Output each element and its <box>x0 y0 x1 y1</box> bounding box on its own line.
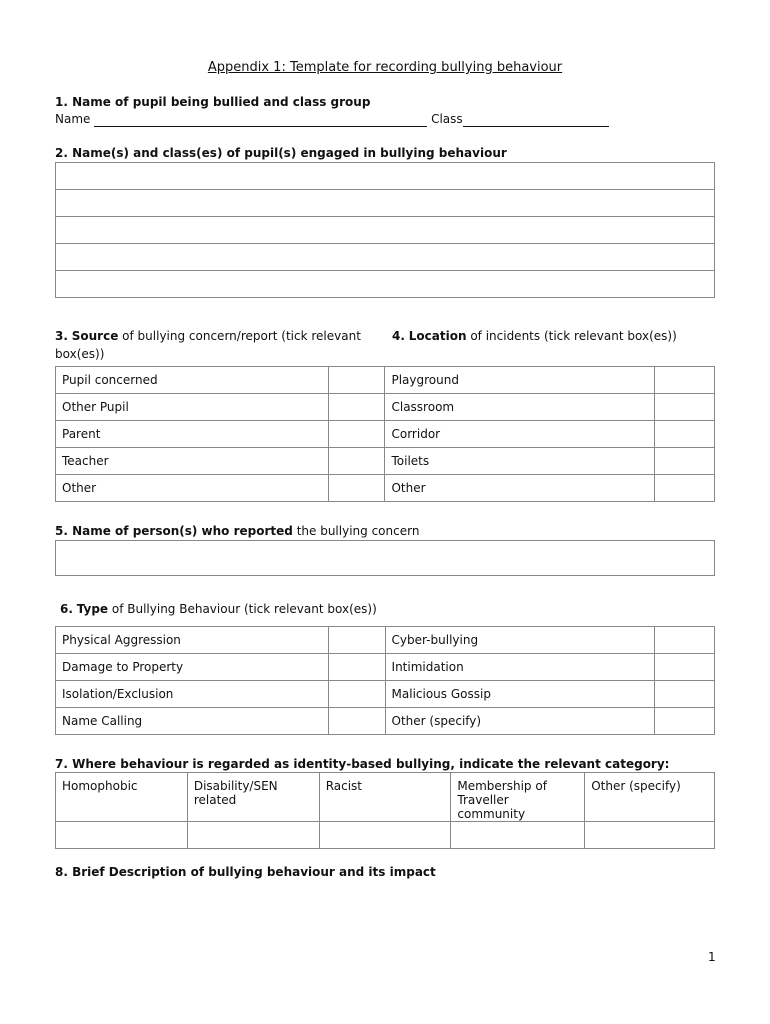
type-checkbox[interactable] <box>328 654 385 681</box>
category-checkbox[interactable] <box>585 822 715 849</box>
reporter-table <box>55 540 715 576</box>
location-checkbox[interactable] <box>655 367 715 394</box>
location-checkbox[interactable] <box>655 448 715 475</box>
name-field[interactable] <box>94 112 427 127</box>
table-row <box>56 708 715 735</box>
reporter-field[interactable] <box>56 541 715 576</box>
table-row <box>56 421 715 448</box>
identity-category-table <box>55 772 715 849</box>
section-7-heading: 7. Where behaviour is regarded as identity-based bullying, indicate the relevant category: <box>55 757 670 771</box>
type-label: Isolation/Exclusion <box>56 681 329 708</box>
table-row <box>56 475 715 502</box>
section-4-number: 4. <box>392 329 405 343</box>
table-row <box>56 822 715 849</box>
type-checkbox[interactable] <box>655 654 715 681</box>
section-5-keyword: 5. Name of person(s) who reported <box>55 524 293 538</box>
category-header: Disability/SEN related <box>187 773 319 822</box>
category-header: Membership of Traveller community <box>451 773 585 822</box>
location-label: Playground <box>385 367 655 394</box>
type-label: Other (specify) <box>385 708 655 735</box>
source-checkbox[interactable] <box>328 475 385 502</box>
section-1-heading: 1. Name of pupil being bullied and class group <box>55 95 371 109</box>
section-3-heading <box>55 327 385 363</box>
category-header: Racist <box>319 773 451 822</box>
table-row <box>56 627 715 654</box>
section-6-heading <box>60 602 377 616</box>
location-checkbox[interactable] <box>655 475 715 502</box>
location-checkbox[interactable] <box>655 394 715 421</box>
category-checkbox[interactable] <box>451 822 585 849</box>
source-location-table <box>55 366 715 502</box>
section-3-keyword: Source <box>71 329 119 343</box>
source-label: Other <box>56 475 329 502</box>
type-label: Physical Aggression <box>56 627 329 654</box>
type-checkbox[interactable] <box>655 681 715 708</box>
table-row <box>56 654 715 681</box>
section-3-number: 3. <box>55 329 68 343</box>
category-checkbox[interactable] <box>187 822 319 849</box>
source-label: Teacher <box>56 448 329 475</box>
section-4-keyword: Location <box>408 329 467 343</box>
type-checkbox[interactable] <box>328 627 385 654</box>
table-row <box>56 367 715 394</box>
source-checkbox[interactable] <box>328 421 385 448</box>
section-2-heading: 2. Name(s) and class(es) of pupil(s) engaged in bullying behaviour <box>55 146 507 160</box>
table-row <box>56 681 715 708</box>
section-4-heading <box>392 327 722 345</box>
bullies-row[interactable] <box>56 217 715 244</box>
section-5-heading <box>55 524 419 538</box>
section-8-heading: 8. Brief Description of bullying behaviour and its impact <box>55 865 436 879</box>
bullies-table <box>55 162 715 298</box>
type-checkbox[interactable] <box>328 708 385 735</box>
table-row <box>56 394 715 421</box>
type-checkbox[interactable] <box>655 627 715 654</box>
location-label: Classroom <box>385 394 655 421</box>
source-checkbox[interactable] <box>328 367 385 394</box>
category-header: Homophobic <box>56 773 188 822</box>
page-number: 1 <box>708 950 716 964</box>
section-6-number: 6. <box>60 602 73 616</box>
source-checkbox[interactable] <box>328 448 385 475</box>
class-label: Class <box>431 112 463 126</box>
pupil-name-row <box>55 112 609 127</box>
section-6-text: of Bullying Behaviour (tick relevant box(es)) <box>108 602 377 616</box>
location-label: Toilets <box>385 448 655 475</box>
type-label: Name Calling <box>56 708 329 735</box>
section-5-text: the bullying concern <box>292 524 420 538</box>
bullies-row[interactable] <box>56 244 715 271</box>
bullies-row[interactable] <box>56 190 715 217</box>
page-title: Appendix 1: Template for recording bullying behaviour <box>207 60 563 75</box>
type-label: Malicious Gossip <box>385 681 655 708</box>
category-checkbox[interactable] <box>319 822 451 849</box>
table-row <box>56 448 715 475</box>
name-label: Name <box>55 112 91 126</box>
location-checkbox[interactable] <box>655 421 715 448</box>
table-row <box>56 773 715 822</box>
bullies-row[interactable] <box>56 271 715 298</box>
bullies-row[interactable] <box>56 163 715 190</box>
class-field[interactable] <box>463 112 609 127</box>
section-4-text: of incidents (tick relevant box(es)) <box>466 329 677 343</box>
source-label: Parent <box>56 421 329 448</box>
location-label: Other <box>385 475 655 502</box>
type-checkbox[interactable] <box>328 681 385 708</box>
section-3-text: of bullying concern/report (tick relevant box(es)) <box>55 329 361 361</box>
type-label: Cyber-bullying <box>385 627 655 654</box>
type-checkbox[interactable] <box>655 708 715 735</box>
section-6-keyword: Type <box>76 602 109 616</box>
type-label: Damage to Property <box>56 654 329 681</box>
source-checkbox[interactable] <box>328 394 385 421</box>
category-header: Other (specify) <box>585 773 715 822</box>
behaviour-type-table <box>55 626 715 735</box>
source-label: Pupil concerned <box>56 367 329 394</box>
source-label: Other Pupil <box>56 394 329 421</box>
type-label: Intimidation <box>385 654 655 681</box>
category-checkbox[interactable] <box>56 822 188 849</box>
location-label: Corridor <box>385 421 655 448</box>
